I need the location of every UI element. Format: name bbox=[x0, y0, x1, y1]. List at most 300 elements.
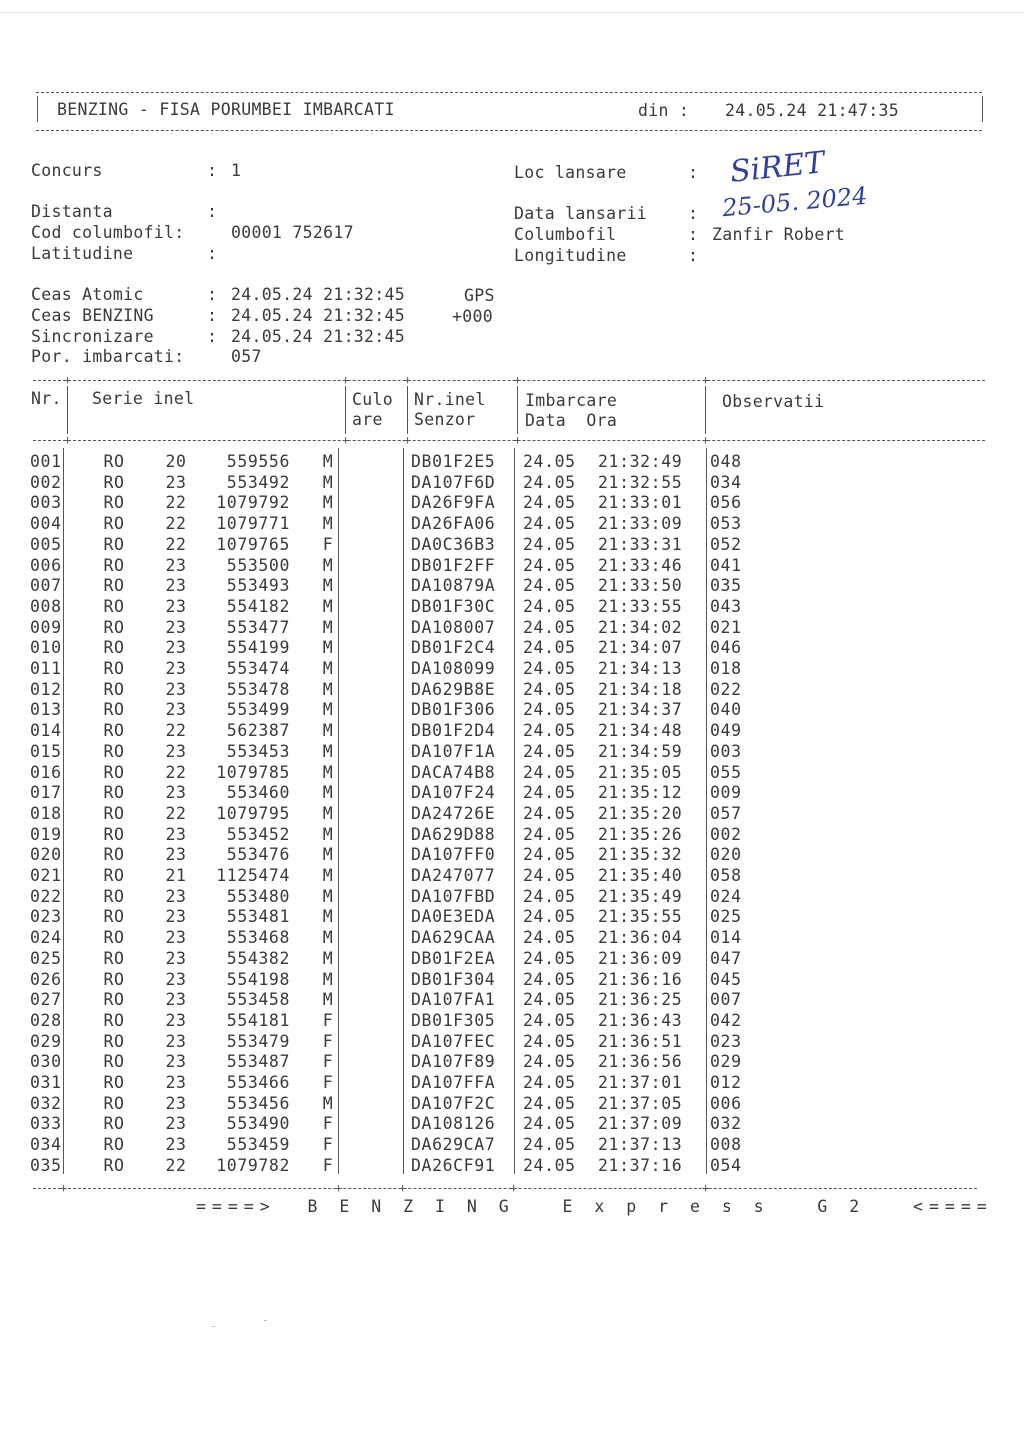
din-value: 24.05.24 21:47:35 bbox=[725, 101, 899, 120]
cell-obs: 018 bbox=[710, 659, 742, 678]
cell-date: 24.05 bbox=[523, 845, 576, 865]
cell-sensor: DB01F2C4 bbox=[411, 638, 496, 658]
cell-obs: 040 bbox=[710, 700, 742, 720]
cell-ring: 553476 bbox=[226, 845, 290, 865]
cell-obs: 008 bbox=[710, 1135, 742, 1155]
cell-year: 23 bbox=[165, 555, 187, 575]
cell-ring: 554181 bbox=[226, 1010, 290, 1030]
cell-nr: 013 bbox=[30, 700, 62, 720]
header-nr-inel-line1: Nr.inel bbox=[414, 390, 486, 409]
cell-sex: F bbox=[322, 1135, 334, 1155]
cell-ro: RO bbox=[103, 886, 125, 906]
cell-date: 24.05 bbox=[523, 907, 576, 927]
cell-year: 23 bbox=[165, 845, 187, 865]
porumbei-imbarcati-label: Por. imbarcati: bbox=[31, 347, 185, 366]
plus-mark: + bbox=[342, 433, 350, 447]
plus-mark: + bbox=[335, 1181, 343, 1195]
cell-sensor: DA629CAA bbox=[411, 928, 496, 948]
cell-nr: 028 bbox=[30, 1010, 62, 1030]
ceas-atomic-label: Ceas Atomic bbox=[31, 285, 144, 304]
cell-ro: RO bbox=[103, 659, 125, 678]
cell-sex: M bbox=[322, 990, 334, 1010]
cell-year: 23 bbox=[165, 638, 187, 658]
cell-ro: RO bbox=[103, 990, 125, 1010]
cell-ring: 1079782 bbox=[216, 1155, 290, 1175]
columbofil-value: Zanfir Robert bbox=[712, 225, 846, 244]
cell-date: 24.05 bbox=[523, 1031, 576, 1051]
cell-ring: 1079765 bbox=[216, 534, 290, 554]
cell-obs: 054 bbox=[710, 1155, 742, 1175]
cell-sex: M bbox=[322, 803, 334, 823]
col-divider bbox=[345, 386, 346, 434]
cell-ring: 553477 bbox=[226, 617, 290, 637]
cell-ro: RO bbox=[103, 596, 125, 616]
cell-ro: RO bbox=[103, 783, 125, 803]
cell-obs: 053 bbox=[710, 514, 742, 534]
cell-year: 22 bbox=[165, 721, 187, 741]
cell-sex: M bbox=[322, 762, 334, 782]
cell-sensor: DA26FA06 bbox=[411, 514, 496, 534]
cell-year: 23 bbox=[165, 907, 187, 927]
cell-ring: 553500 bbox=[226, 555, 290, 575]
cell-year: 23 bbox=[165, 1135, 187, 1155]
col-divider bbox=[517, 386, 518, 434]
cell-obs: 021 bbox=[710, 617, 742, 637]
cell-ring: 554199 bbox=[226, 638, 290, 658]
cell-sensor: DA629D88 bbox=[411, 824, 496, 844]
cell-ro: RO bbox=[103, 1052, 125, 1072]
cell-sensor: DA10879A bbox=[411, 576, 496, 596]
concurs-label: Concurs bbox=[31, 161, 103, 180]
cell-ro: RO bbox=[103, 700, 125, 720]
cell-obs: 056 bbox=[710, 493, 742, 513]
colon: : bbox=[207, 327, 218, 346]
header-culoare-line1: Culo bbox=[352, 390, 393, 409]
ceas-atomic-value: 24.05.24 21:32:45 bbox=[231, 285, 405, 304]
cell-ring: 553456 bbox=[226, 1093, 290, 1113]
cell-sex: F bbox=[322, 1155, 334, 1175]
cell-sex: F bbox=[322, 1031, 334, 1051]
cell-ring: 553487 bbox=[226, 1052, 290, 1072]
cell-nr: 005 bbox=[30, 534, 62, 554]
cell-time: 21:35:12 bbox=[598, 783, 683, 803]
cell-nr: 010 bbox=[30, 638, 62, 658]
cell-time: 21:35:32 bbox=[598, 845, 683, 865]
cell-date: 24.05 bbox=[523, 1052, 576, 1072]
cell-sensor: DA108007 bbox=[411, 617, 496, 637]
cell-obs: 034 bbox=[710, 472, 742, 492]
cell-date: 24.05 bbox=[523, 783, 576, 803]
document-title: BENZING - FISA PORUMBEI IMBARCATI bbox=[57, 100, 395, 119]
cell-year: 23 bbox=[165, 472, 187, 492]
cell-time: 21:33:09 bbox=[598, 514, 683, 534]
cell-nr: 007 bbox=[30, 576, 62, 596]
plus-mark: + bbox=[60, 1181, 68, 1195]
col-divider bbox=[706, 448, 707, 1174]
header-imbarcare-line1: Imbarcare bbox=[525, 391, 618, 410]
cell-time: 21:35:49 bbox=[598, 886, 683, 906]
cell-nr: 009 bbox=[30, 617, 62, 637]
handwritten-location: SiRET bbox=[728, 145, 827, 190]
cell-year: 23 bbox=[165, 990, 187, 1010]
cell-time: 21:36:51 bbox=[598, 1031, 683, 1051]
ceas-atomic-suffix: GPS bbox=[464, 286, 495, 305]
cell-sex: F bbox=[322, 1114, 334, 1134]
cell-obs: 043 bbox=[710, 596, 742, 616]
cell-sensor: DA108126 bbox=[411, 1114, 496, 1134]
cell-ro: RO bbox=[103, 948, 125, 968]
cell-nr: 006 bbox=[30, 555, 62, 575]
cell-ring: 553499 bbox=[226, 700, 290, 720]
cell-ro: RO bbox=[103, 824, 125, 844]
cell-sex: M bbox=[322, 638, 334, 658]
cell-obs: 048 bbox=[710, 452, 742, 471]
cell-time: 21:34:13 bbox=[598, 659, 683, 678]
cell-nr: 030 bbox=[30, 1052, 62, 1072]
cell-obs: 024 bbox=[710, 886, 742, 906]
cell-ro: RO bbox=[103, 493, 125, 513]
cell-obs: 042 bbox=[710, 1010, 742, 1030]
data-lansarii-label: Data lansarii bbox=[514, 204, 648, 223]
cell-nr: 001 bbox=[30, 452, 62, 471]
cell-ring: 553481 bbox=[226, 907, 290, 927]
cell-ring: 562387 bbox=[226, 721, 290, 741]
cell-time: 21:36:43 bbox=[598, 1010, 683, 1030]
cell-obs: 045 bbox=[710, 969, 742, 989]
cell-obs: 035 bbox=[710, 576, 742, 596]
cell-time: 21:34:59 bbox=[598, 741, 683, 761]
cell-date: 24.05 bbox=[523, 452, 576, 471]
cell-ring: 553453 bbox=[226, 741, 290, 761]
cell-nr: 020 bbox=[30, 845, 62, 865]
cell-sex: M bbox=[322, 948, 334, 968]
cell-sex: M bbox=[322, 928, 334, 948]
cell-year: 23 bbox=[165, 596, 187, 616]
cell-date: 24.05 bbox=[523, 928, 576, 948]
colon: : bbox=[207, 244, 218, 263]
cell-year: 23 bbox=[165, 679, 187, 699]
cell-date: 24.05 bbox=[523, 1114, 576, 1134]
cell-obs: 003 bbox=[710, 741, 742, 761]
cell-sex: F bbox=[322, 1010, 334, 1030]
cell-sensor: DB01F2E5 bbox=[411, 452, 496, 471]
plus-mark: + bbox=[510, 1181, 518, 1195]
cell-time: 21:34:48 bbox=[598, 721, 683, 741]
cell-date: 24.05 bbox=[523, 472, 576, 492]
cell-date: 24.05 bbox=[523, 659, 576, 678]
cell-sex: M bbox=[322, 555, 334, 575]
ceas-benzing-label: Ceas BENZING bbox=[31, 306, 154, 325]
cell-date: 24.05 bbox=[523, 555, 576, 575]
cell-ro: RO bbox=[103, 1073, 125, 1092]
cell-sensor: DA108099 bbox=[411, 659, 496, 678]
cell-nr: 023 bbox=[30, 907, 62, 927]
cell-year: 23 bbox=[165, 700, 187, 720]
cell-time: 21:35:20 bbox=[598, 803, 683, 823]
col-divider bbox=[705, 386, 706, 434]
cell-ring: 553478 bbox=[226, 679, 290, 699]
cell-ro: RO bbox=[103, 845, 125, 865]
cell-nr: 027 bbox=[30, 990, 62, 1010]
cell-year: 22 bbox=[165, 762, 187, 782]
cell-time: 21:36:16 bbox=[598, 969, 683, 989]
cell-year: 23 bbox=[165, 886, 187, 906]
cell-sensor: DA247077 bbox=[411, 866, 496, 885]
cell-sex: M bbox=[322, 969, 334, 989]
cell-obs: 046 bbox=[710, 638, 742, 658]
cell-obs: 002 bbox=[710, 824, 742, 844]
cell-year: 23 bbox=[165, 741, 187, 761]
scan-speck bbox=[264, 1320, 267, 1321]
cell-ro: RO bbox=[103, 721, 125, 741]
cell-year: 23 bbox=[165, 1073, 187, 1092]
cell-sex: M bbox=[322, 514, 334, 534]
cell-sex: M bbox=[322, 1093, 334, 1113]
cell-obs: 032 bbox=[710, 1114, 742, 1134]
colon: : bbox=[688, 225, 699, 244]
concurs-value: 1 bbox=[231, 161, 242, 180]
cell-year: 23 bbox=[165, 948, 187, 968]
cell-ring: 553460 bbox=[226, 783, 290, 803]
scan-edge bbox=[0, 12, 1024, 13]
plus-mark: + bbox=[514, 433, 522, 447]
cell-nr: 004 bbox=[30, 514, 62, 534]
cell-date: 24.05 bbox=[523, 700, 576, 720]
cell-ro: RO bbox=[103, 803, 125, 823]
cell-time: 21:33:31 bbox=[598, 534, 683, 554]
cell-obs: 029 bbox=[710, 1052, 742, 1072]
plus-mark: + bbox=[702, 433, 710, 447]
plus-mark: + bbox=[404, 373, 412, 387]
cell-sex: M bbox=[322, 576, 334, 596]
colon: : bbox=[688, 246, 699, 265]
cell-ring: 554198 bbox=[226, 969, 290, 989]
cell-sensor: DB01F2EA bbox=[411, 948, 496, 968]
header-senzor-line2: Senzor bbox=[414, 410, 476, 429]
cell-date: 24.05 bbox=[523, 617, 576, 637]
cell-sensor: DA26CF91 bbox=[411, 1155, 496, 1175]
colon: : bbox=[207, 202, 218, 221]
din-label: din : bbox=[638, 101, 690, 120]
cell-nr: 025 bbox=[30, 948, 62, 968]
cell-year: 22 bbox=[165, 803, 187, 823]
cell-sex: M bbox=[322, 452, 334, 471]
cell-obs: 049 bbox=[710, 721, 742, 741]
footer-banner: ====> B E N Z I N G E x p r e s s G 2 <==== bbox=[196, 1197, 993, 1216]
table-bottom-rule bbox=[33, 1188, 977, 1189]
title-top-rule bbox=[36, 92, 982, 93]
cell-ro: RO bbox=[103, 638, 125, 658]
cell-year: 23 bbox=[165, 1052, 187, 1072]
cell-sensor: DACA74B8 bbox=[411, 762, 496, 782]
cell-date: 24.05 bbox=[523, 596, 576, 616]
colon: : bbox=[207, 285, 218, 304]
cell-date: 24.05 bbox=[523, 1073, 576, 1092]
cell-time: 21:33:55 bbox=[598, 596, 683, 616]
cell-obs: 058 bbox=[710, 866, 742, 885]
cell-nr: 016 bbox=[30, 762, 62, 782]
cell-sensor: DA0E3EDA bbox=[411, 907, 496, 927]
cell-obs: 055 bbox=[710, 762, 742, 782]
cell-nr: 015 bbox=[30, 741, 62, 761]
cell-sensor: DA107F1A bbox=[411, 741, 496, 761]
cell-sex: M bbox=[322, 493, 334, 513]
cell-sensor: DA629CA7 bbox=[411, 1135, 496, 1155]
cell-ring: 1079785 bbox=[216, 762, 290, 782]
cell-ro: RO bbox=[103, 514, 125, 534]
cell-nr: 031 bbox=[30, 1073, 62, 1092]
cell-year: 23 bbox=[165, 824, 187, 844]
cell-sex: M bbox=[322, 472, 334, 492]
cell-time: 21:34:02 bbox=[598, 617, 683, 637]
title-right-border bbox=[982, 96, 983, 122]
cell-year: 23 bbox=[165, 969, 187, 989]
col-divider bbox=[403, 448, 404, 1174]
cell-date: 24.05 bbox=[523, 638, 576, 658]
cell-nr: 008 bbox=[30, 596, 62, 616]
cell-sex: F bbox=[322, 534, 334, 554]
cell-nr: 018 bbox=[30, 803, 62, 823]
cell-ro: RO bbox=[103, 555, 125, 575]
cell-nr: 032 bbox=[30, 1093, 62, 1113]
cell-sex: M bbox=[322, 700, 334, 720]
cell-ring: 553493 bbox=[226, 576, 290, 596]
cell-sensor: DB01F305 bbox=[411, 1010, 496, 1030]
header-culoare-line2: are bbox=[352, 410, 383, 429]
plus-mark: + bbox=[399, 1181, 407, 1195]
cell-obs: 023 bbox=[710, 1031, 742, 1051]
cell-obs: 020 bbox=[710, 845, 742, 865]
cell-sex: M bbox=[322, 845, 334, 865]
cell-ro: RO bbox=[103, 1114, 125, 1134]
cell-ring: 553459 bbox=[226, 1135, 290, 1155]
cell-nr: 002 bbox=[30, 472, 62, 492]
cell-date: 24.05 bbox=[523, 1135, 576, 1155]
cell-year: 23 bbox=[165, 1010, 187, 1030]
plus-mark: + bbox=[702, 1181, 710, 1195]
cell-ring: 553480 bbox=[226, 886, 290, 906]
cell-ring: 554382 bbox=[226, 948, 290, 968]
cell-ro: RO bbox=[103, 1031, 125, 1051]
cell-nr: 034 bbox=[30, 1135, 62, 1155]
cell-time: 21:32:49 bbox=[598, 452, 683, 471]
cod-label: Cod columbofil: bbox=[31, 223, 185, 242]
cell-nr: 029 bbox=[30, 1031, 62, 1051]
cell-date: 24.05 bbox=[523, 1010, 576, 1030]
cell-nr: 026 bbox=[30, 969, 62, 989]
cell-year: 21 bbox=[165, 866, 187, 885]
cell-time: 21:35:05 bbox=[598, 762, 683, 782]
cell-sex: M bbox=[322, 824, 334, 844]
cell-date: 24.05 bbox=[523, 1093, 576, 1113]
cell-ring: 553458 bbox=[226, 990, 290, 1010]
cell-nr: 024 bbox=[30, 928, 62, 948]
cell-year: 23 bbox=[165, 1114, 187, 1134]
header-data-ora-line2: Data Ora bbox=[525, 411, 618, 430]
cell-year: 23 bbox=[165, 576, 187, 596]
cell-sensor: DA107F24 bbox=[411, 783, 496, 803]
plus-mark: + bbox=[514, 373, 522, 387]
cell-nr: 019 bbox=[30, 824, 62, 844]
col-divider bbox=[338, 448, 339, 1174]
col-divider bbox=[407, 386, 408, 434]
cell-ro: RO bbox=[103, 1093, 125, 1113]
cell-time: 21:37:01 bbox=[598, 1073, 683, 1092]
cell-ro: RO bbox=[103, 907, 125, 927]
cell-sex: M bbox=[322, 886, 334, 906]
cell-sex: M bbox=[322, 741, 334, 761]
cell-time: 21:34:18 bbox=[598, 679, 683, 699]
cell-date: 24.05 bbox=[523, 762, 576, 782]
cell-time: 21:37:05 bbox=[598, 1093, 683, 1113]
cell-sensor: DA107FA1 bbox=[411, 990, 496, 1010]
cell-year: 23 bbox=[165, 617, 187, 637]
handwritten-date: 25-05. 2024 bbox=[721, 181, 869, 223]
title-left-border bbox=[37, 96, 38, 122]
cell-sensor: DA107FEC bbox=[411, 1031, 496, 1051]
cell-obs: 012 bbox=[710, 1073, 742, 1092]
scan-speck bbox=[212, 1326, 215, 1327]
colon: : bbox=[207, 161, 228, 180]
cell-nr: 003 bbox=[30, 493, 62, 513]
cell-time: 21:37:16 bbox=[598, 1155, 683, 1175]
colon: : bbox=[688, 204, 699, 223]
cell-date: 24.05 bbox=[523, 824, 576, 844]
header-serie-inel: Serie inel bbox=[92, 389, 195, 408]
cell-date: 24.05 bbox=[523, 493, 576, 513]
table-header-rule bbox=[33, 440, 985, 441]
cell-ring: 559556 bbox=[226, 452, 290, 471]
cell-year: 22 bbox=[165, 1155, 187, 1175]
cell-sex: F bbox=[322, 1073, 334, 1092]
title-bottom-rule bbox=[36, 130, 982, 131]
cell-time: 21:33:50 bbox=[598, 576, 683, 596]
cell-sex: M bbox=[322, 907, 334, 927]
cell-time: 21:36:25 bbox=[598, 990, 683, 1010]
loc-label: Loc lansare bbox=[514, 163, 627, 182]
cell-sensor: DA107F2C bbox=[411, 1093, 496, 1113]
cell-ro: RO bbox=[103, 534, 125, 554]
cell-date: 24.05 bbox=[523, 1155, 576, 1175]
header-observatii: Observatii bbox=[722, 392, 825, 411]
cell-year: 23 bbox=[165, 1031, 187, 1051]
cell-time: 21:34:37 bbox=[598, 700, 683, 720]
cell-ro: RO bbox=[103, 969, 125, 989]
ceas-benzing-value: 24.05.24 21:32:45 bbox=[231, 306, 405, 325]
cell-ring: 553479 bbox=[226, 1031, 290, 1051]
cell-date: 24.05 bbox=[523, 866, 576, 885]
cell-ro: RO bbox=[103, 741, 125, 761]
cell-date: 24.05 bbox=[523, 741, 576, 761]
cell-obs: 007 bbox=[710, 990, 742, 1010]
header-nr: Nr. bbox=[31, 389, 62, 408]
plus-mark: + bbox=[404, 433, 412, 447]
plus-mark: + bbox=[702, 373, 710, 387]
cell-year: 23 bbox=[165, 1093, 187, 1113]
cell-nr: 017 bbox=[30, 783, 62, 803]
cell-ro: RO bbox=[103, 617, 125, 637]
cell-sensor: DA107FF0 bbox=[411, 845, 496, 865]
cell-nr: 022 bbox=[30, 886, 62, 906]
cell-sex: M bbox=[322, 596, 334, 616]
cell-sex: M bbox=[322, 866, 334, 885]
cell-sensor: DB01F2D4 bbox=[411, 721, 496, 741]
cell-time: 21:35:55 bbox=[598, 907, 683, 927]
cell-ring: 1079771 bbox=[216, 514, 290, 534]
cell-year: 23 bbox=[165, 928, 187, 948]
cell-year: 23 bbox=[165, 659, 187, 678]
cell-ring: 554182 bbox=[226, 596, 290, 616]
